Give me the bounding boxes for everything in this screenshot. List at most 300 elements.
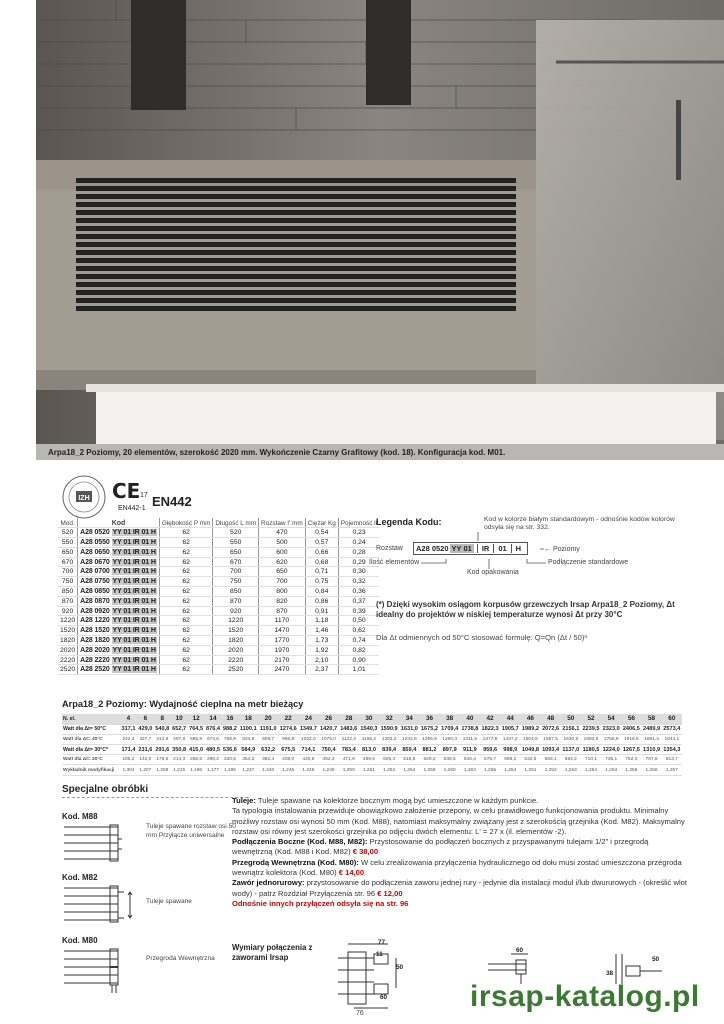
perf-row-label: Watt dla Δt= 20°C xyxy=(62,755,120,765)
code-model: A28 2520 xyxy=(80,666,110,674)
perf-cell: 1540,3 xyxy=(359,724,379,734)
perf-cell: 1310,9 xyxy=(641,745,661,755)
perf-cell: 834,8 xyxy=(238,734,258,744)
perf-cell: 998,9 xyxy=(500,745,520,755)
perf-cell: 1311,6 xyxy=(460,734,480,744)
special-p2: Ta typologia instalowania przewiduje obowiązkowo założenie przepony, w celu prawidłowego funkcjonowania produktu. Minimalny możliwy rozstaw osi wynosi 50 mm (Kod. M88), natomiast maksymalny związany jest z szerokością grzejnika (Kod. M82). Maksymalny rozstaw osi równy jest szerokości grzejnika po odjęciu dwóch elementu: L' = 27 x (il. elementów -2). xyxy=(232,806,685,836)
perf-cell: 1093,4 xyxy=(541,745,561,755)
perf-cell: 965,8 xyxy=(278,734,298,744)
spec-cell-l: 850 xyxy=(213,587,259,597)
perf-cell: 1180,5 xyxy=(581,745,601,755)
code-model: A28 1520 xyxy=(80,627,110,635)
dim-38: 38 xyxy=(606,970,614,977)
perf-cell: 1224,0 xyxy=(601,745,621,755)
perf-cell: 1989,2 xyxy=(520,724,540,734)
code-rest: YY 01 IR 01 H xyxy=(112,578,156,586)
perf-row-label: Wykładnik modyfikacji xyxy=(62,765,120,775)
spec-cell-lt: 0,32 xyxy=(338,577,379,587)
poziomy-label: Poziomy xyxy=(552,546,580,553)
perf-cell: 1905,7 xyxy=(500,724,520,734)
perf-cell: 632,2 xyxy=(258,745,278,755)
spec-code xyxy=(78,665,160,675)
spec-cell-l: 1820 xyxy=(213,636,259,646)
perf-cell: 497,8 xyxy=(171,734,188,744)
code-model: A28 0520 xyxy=(80,529,110,537)
spec-cell-mod: 850 xyxy=(58,587,78,597)
perf-col-n: 60 xyxy=(662,714,682,724)
perf-header-label: N. el. xyxy=(62,714,120,724)
perf-cell: 1709,4 xyxy=(440,724,460,734)
perf-col-n: 58 xyxy=(641,714,661,724)
spec-cell-p: 62 xyxy=(159,587,213,597)
perf-col-n: 10 xyxy=(171,714,188,724)
m88-label: Kod. M88 xyxy=(62,812,98,821)
spec-cell-mod: 750 xyxy=(58,577,78,587)
legend-opakowanie: Kod opakowania xyxy=(467,569,519,576)
perf-col-n: 6 xyxy=(137,714,154,724)
perf-cell: 540,8 xyxy=(154,724,171,734)
perf-cell: 1631,0 xyxy=(399,724,419,734)
perf-cell: 911,9 xyxy=(460,745,480,755)
perf-cell: 598,2 xyxy=(500,755,520,765)
spec-cell-kg: 1,73 xyxy=(305,636,338,646)
spec-cell-p: 62 xyxy=(159,626,213,636)
dim-50b: 50 xyxy=(652,956,660,963)
code-rest: YY 01 IR 01 H xyxy=(112,636,156,644)
special-p6: Odnośnie innych przyłączeń odsyła się na str. 96 xyxy=(232,898,409,908)
spec-code xyxy=(78,577,160,587)
seal-text: IZH xyxy=(78,495,90,502)
perf-cell: 1,257 xyxy=(662,765,682,775)
spec-cell-l: 750 xyxy=(213,577,259,587)
spec-row xyxy=(58,606,379,616)
photo-caption: Arpa18_2 Poziomy, 20 elementów, szerokość 2020 mm. Wykończenie Czarny Grafitowy (kod. 18). Konfiguracja kod. M01. xyxy=(36,444,724,460)
spec-cell-lt: 0,62 xyxy=(338,626,379,636)
perf-cell: 1,253 xyxy=(561,765,581,775)
m82-description: Tuleje spawane xyxy=(146,898,192,905)
spec-cell-l: 2220 xyxy=(213,655,259,665)
code-rest: YY 01 IR 01 H xyxy=(112,568,156,576)
p1-text: Tuleje spawane na kolektorze bocznym mogą być umieszczone w każdym punkcie. xyxy=(255,796,539,805)
perf-cell: 242,4 xyxy=(120,734,137,744)
th-mod: Mod. xyxy=(58,518,78,528)
code-rest: YY 01 IR 01 H xyxy=(112,646,156,654)
code-rest: YY 01 IR 01 H xyxy=(112,617,156,625)
code-rest: YY 01 IR 01 H xyxy=(112,627,156,635)
spec-cell-lt: 0,50 xyxy=(338,616,379,626)
spec-cell-mod: 650 xyxy=(58,547,78,557)
perf-cell: 1567,5 xyxy=(541,734,561,744)
dim-77: 77 xyxy=(378,939,386,946)
perf-cell: 489,6 xyxy=(359,755,379,765)
perf-row xyxy=(62,734,682,744)
perf-cell: 1,255 xyxy=(621,765,641,775)
spec-cell-kg: 0,86 xyxy=(305,596,338,606)
spec-cell-l: 520 xyxy=(213,528,259,538)
legend-ilosc: Ilość elementów xyxy=(369,559,420,566)
perf-cell: 897,9 xyxy=(440,745,460,755)
perf-cell: 1,304 xyxy=(120,765,137,775)
perf-cell: 1881,4 xyxy=(641,734,661,744)
perf-cell: 214,3 xyxy=(171,755,188,765)
perf-col-n: 26 xyxy=(318,714,338,724)
code-part-h: H xyxy=(511,544,525,553)
th-ciezar: Ciężar Kg xyxy=(305,518,338,528)
perf-cell: 813,7 xyxy=(662,755,682,765)
spec-cell-mod: 700 xyxy=(58,567,78,577)
perf-cell: 1504,6 xyxy=(520,734,540,744)
dim-50: 50 xyxy=(396,964,404,971)
m82-diagram-icon xyxy=(62,884,142,928)
perf-cell: 429,0 xyxy=(137,724,154,734)
perf-cell: 988,2 xyxy=(221,724,238,734)
perf-cell: 1122,4 xyxy=(339,734,359,744)
perf-cell: 813,0 xyxy=(359,745,379,755)
perf-cell: 178,6 xyxy=(154,755,171,765)
spec-cell-p: 62 xyxy=(159,577,213,587)
spec-cell-l: 2020 xyxy=(213,645,259,655)
spec-cell-lt: 0,37 xyxy=(338,596,379,606)
legend-rozstaw: Rozstaw xyxy=(376,545,403,552)
perf-cell: 1483,6 xyxy=(339,724,359,734)
spec-cell-p: 62 xyxy=(159,665,213,675)
code-part-color: YY 01 xyxy=(451,544,472,553)
p3-text: Przystosowanie do podłączeń bocznych z przyspawanymi tulejami 1/2" i przegrodą wewnętrzną (Kod. M88 i Kod. M82) xyxy=(232,837,649,857)
code-rest: YY 01 IR 01 H xyxy=(112,607,156,615)
spec-code xyxy=(78,567,160,577)
spec-cell-i: 870 xyxy=(259,606,306,616)
spec-cell-i: 620 xyxy=(259,557,306,567)
spec-cell-kg: 0,71 xyxy=(305,567,338,577)
perf-cell: 839,4 xyxy=(379,745,399,755)
code-rest: YY 01 IR 01 H xyxy=(112,656,156,664)
perf-cell: 142,0 xyxy=(137,755,154,765)
spec-cell-l: 1220 xyxy=(213,616,259,626)
perf-cell: 1,251 xyxy=(520,765,540,775)
spec-cell-kg: 0,91 xyxy=(305,606,338,616)
perf-cell: 1,237 xyxy=(238,765,258,775)
spec-cell-mod: 520 xyxy=(58,528,78,538)
code-rest: YY 01 IR 01 H xyxy=(112,548,156,556)
perf-cell: 675,5 xyxy=(278,745,298,755)
perf-cell: 787,8 xyxy=(641,755,661,765)
spec-cell-i: 1170 xyxy=(259,616,306,626)
spec-cell-i: 500 xyxy=(259,538,306,548)
perf-col-n: 40 xyxy=(460,714,480,724)
perf-col-n: 12 xyxy=(188,714,205,724)
perf-cell: 674,6 xyxy=(205,734,222,744)
perf-cell: 2156,1 xyxy=(561,724,581,734)
special-p5 xyxy=(232,878,688,899)
spec-code xyxy=(78,636,160,646)
spec-code xyxy=(78,655,160,665)
m82-label: Kod. M82 xyxy=(62,873,98,882)
spec-code xyxy=(78,616,160,626)
spec-row xyxy=(58,596,379,606)
special-title: Specjalne obróbki xyxy=(62,784,149,795)
spec-cell-kg: 0,68 xyxy=(305,557,338,567)
spec-cell-kg: 1,18 xyxy=(305,616,338,626)
spec-cell-lt: 0,30 xyxy=(338,567,379,577)
perf-col-n: 18 xyxy=(238,714,258,724)
perf-cell: 1,177 xyxy=(205,765,222,775)
legend-podlaczenie: Podłączenie standardowe xyxy=(548,559,629,566)
spec-table xyxy=(58,518,379,675)
perf-cell: 1,209 xyxy=(154,765,171,775)
spec-cell-l: 700 xyxy=(213,567,259,577)
spec-code xyxy=(78,557,160,567)
perf-cell: 536,6 xyxy=(221,745,238,755)
perf-cell: 1822,3 xyxy=(480,724,500,734)
perf-cell: 1,254 xyxy=(399,765,419,775)
perf-col-n: 44 xyxy=(500,714,520,724)
spec-cell-kg: 2,37 xyxy=(305,665,338,675)
perf-row xyxy=(62,745,682,755)
perf-cell: 1944,1 xyxy=(662,734,682,744)
perf-cell: 783,4 xyxy=(339,745,359,755)
legend-title: Legenda Kodu: xyxy=(376,517,442,527)
perf-cell: 959,6 xyxy=(480,745,500,755)
spec-cell-i: 700 xyxy=(259,577,306,587)
perf-cell: 1420,7 xyxy=(318,724,338,734)
spec-cell-i: 1970 xyxy=(259,645,306,655)
product-photo xyxy=(36,0,724,444)
perf-cell: 1349,7 xyxy=(298,724,318,734)
perf-cell: 576,7 xyxy=(480,755,500,765)
perf-cell: 546,4 xyxy=(460,755,480,765)
perf-cell: 758,9 xyxy=(221,734,238,744)
perf-cell: 1,251 xyxy=(359,765,379,775)
spec-cell-i: 2170 xyxy=(259,655,306,665)
perf-cell: 1,249 xyxy=(318,765,338,775)
spec-cell-i: 470 xyxy=(259,528,306,538)
perf-cell: 658,1 xyxy=(541,755,561,765)
perf-row xyxy=(62,755,682,765)
perf-cell: 881,2 xyxy=(419,745,439,755)
connection-dimension-icon xyxy=(334,940,414,1012)
perf-cell: 255,5 xyxy=(188,755,205,765)
perf-cell: 327,7 xyxy=(137,734,154,744)
perf-cell: 876,4 xyxy=(205,724,222,734)
legend-formula: Dla Δt odmiennych od 50°C stosować formułę: Q=Qn (Δt / 50)ⁿ xyxy=(376,633,588,642)
spec-cell-i: 600 xyxy=(259,547,306,557)
perf-cell: 430,8 xyxy=(298,755,318,765)
perf-cell: 1100,1 xyxy=(238,724,258,734)
spec-cell-p: 62 xyxy=(159,606,213,616)
code-rest: YY 01 IR 01 H xyxy=(112,597,156,605)
perf-row-label: Watt dla Δt= 40°C xyxy=(62,734,120,744)
code-model: A28 1220 xyxy=(80,617,110,625)
page-number: 76 xyxy=(356,1010,364,1017)
spec-cell-lt: 0,82 xyxy=(338,645,379,655)
perf-cell: 632,5 xyxy=(520,755,540,765)
th-kod: Kod xyxy=(78,518,160,528)
spec-code xyxy=(78,528,160,538)
spec-cell-kg: 0,75 xyxy=(305,577,338,587)
th-glebokosc: Głębokość P mm xyxy=(159,518,213,528)
special-text xyxy=(232,796,688,909)
perf-cell: 1738,8 xyxy=(460,724,480,734)
perf-cell: 2406,5 xyxy=(621,724,641,734)
perf-cell: 516,8 xyxy=(399,755,419,765)
code-model: A28 2220 xyxy=(80,656,110,664)
perf-cell: 1075,0 xyxy=(318,734,338,744)
spec-cell-p: 62 xyxy=(159,547,213,557)
perf-cell: 1377,6 xyxy=(480,734,500,744)
spec-cell-p: 62 xyxy=(159,655,213,665)
code-model: A28 0550 xyxy=(80,538,110,546)
spec-cell-mod: 1520 xyxy=(58,626,78,636)
perf-cell: 1022,0 xyxy=(298,734,318,744)
spec-row xyxy=(58,547,379,557)
perf-cell: 1354,3 xyxy=(662,745,682,755)
perf-cell: 1,254 xyxy=(601,765,621,775)
perf-cell: 1232,8 xyxy=(399,734,419,744)
m80-description: Przegroda Wewnętrzna xyxy=(146,955,215,962)
perf-col-n: 42 xyxy=(480,714,500,724)
perf-col-n: 22 xyxy=(278,714,298,724)
spec-cell-i: 1770 xyxy=(259,636,306,646)
perf-cell: 1,250 xyxy=(339,765,359,775)
code-part-packaging: 01 xyxy=(493,544,510,553)
perf-cell: 1191,0 xyxy=(258,724,278,734)
spec-cell-p: 62 xyxy=(159,636,213,646)
perf-cell: 1,252 xyxy=(379,765,399,775)
watermark: irsap-katalog.pl xyxy=(470,980,700,1013)
perf-cell: 1818,6 xyxy=(621,734,641,744)
perf-cell: 330,5 xyxy=(221,755,238,765)
perf-col-n: 52 xyxy=(581,714,601,724)
perf-cell: 1,246 xyxy=(298,765,318,775)
perf-cell: 764,5 xyxy=(188,724,205,734)
en442-text: EN442 xyxy=(152,494,192,509)
spec-cell-p: 62 xyxy=(159,538,213,548)
perf-cell: 1,254 xyxy=(581,765,601,775)
spec-row xyxy=(58,645,379,655)
perf-cell: 231,6 xyxy=(137,745,154,755)
perf-cell: 1265,9 xyxy=(419,734,439,744)
code-model: A28 2020 xyxy=(80,646,110,654)
code-rest: YY 01 IR 01 H xyxy=(112,587,156,595)
spec-cell-p: 62 xyxy=(159,528,213,538)
spec-cell-kg: 0,66 xyxy=(305,547,338,557)
perf-row xyxy=(62,765,682,775)
perf-cell: 317,1 xyxy=(120,724,137,734)
perf-title: Arpa18_2 Poziomy: Wydajność cieplna na metr bieżący xyxy=(62,699,304,709)
perf-cell: 1,256 xyxy=(641,765,661,775)
perf-cell: 1437,2 xyxy=(500,734,520,744)
perf-col-n: 50 xyxy=(561,714,581,724)
spec-cell-l: 870 xyxy=(213,596,259,606)
spec-row xyxy=(58,538,379,548)
performance-table xyxy=(62,714,682,776)
bathroom-photo-illustration xyxy=(36,0,724,444)
spec-cell-mod: 2220 xyxy=(58,655,78,665)
perf-cell: 2239,5 xyxy=(581,724,601,734)
perf-cell: 1,245 xyxy=(278,765,298,775)
spec-row xyxy=(58,587,379,597)
p5-text: przystosowanie do podłączenia zaworu jednej rury - jedynie dla instalacji modul i/lub dwururowych - (określić wlot wody) - patrz Rozdział Przyłączenia str. 96 xyxy=(232,878,687,898)
perf-cell: 2323,0 xyxy=(601,724,621,734)
code-part-model: A28 0520 xyxy=(416,544,449,553)
en442-subtitle: EN442-1 xyxy=(118,505,146,512)
spec-cell-mod: 670 xyxy=(58,557,78,567)
spec-body xyxy=(58,528,379,675)
spec-cell-l: 1520 xyxy=(213,626,259,636)
code-part-ir: IR xyxy=(477,544,494,553)
perf-cell: 1165,2 xyxy=(359,734,379,744)
th-dlugosc: Długość L mm xyxy=(213,518,259,528)
p3-price: € 38,00 xyxy=(352,847,379,857)
perf-cell: 1,256 xyxy=(480,765,500,775)
perf-cell: 350,8 xyxy=(171,745,188,755)
spec-cell-kg: 0,84 xyxy=(305,587,338,597)
code-model: A28 0700 xyxy=(80,568,110,576)
perf-cell: 105,2 xyxy=(120,755,137,765)
perf-cell: 1290,3 xyxy=(440,734,460,744)
spec-cell-l: 650 xyxy=(213,547,259,557)
code-rest: YY 01 IR 01 H xyxy=(112,666,156,674)
spec-row xyxy=(58,655,379,665)
p3-bold: Podłączenia Boczne (Kod. M88, M82): xyxy=(232,837,368,847)
perf-cell: 298,2 xyxy=(205,755,222,765)
spec-cell-i: 2470 xyxy=(259,665,306,675)
spec-code xyxy=(78,626,160,636)
perf-col-n: 4 xyxy=(120,714,137,724)
perf-cell: 291,6 xyxy=(154,745,171,755)
th-pojemnosc: Pojemność lt xyxy=(338,518,379,528)
perf-cell: 1,207 xyxy=(137,765,154,775)
perf-col-n: 56 xyxy=(621,714,641,724)
perf-cell: 480,5 xyxy=(205,745,222,755)
spec-cell-mod: 870 xyxy=(58,596,78,606)
m88-description: Tuleje spawane rozstaw osi 50 mm Przyłącze uniwersalne xyxy=(146,823,236,839)
legend-note-bold: (*) Dzięki wysokim osiągom korpusów grzewczych Irsap Arpa18_2 Poziomy, Δt idealny do projektów w niskiej temperaturze wynosi Δt przy 30°C xyxy=(376,600,675,620)
perf-cell: 684,2 xyxy=(561,755,581,765)
perf-cell: 1,263 xyxy=(460,765,480,775)
p5-price: € 12,00 xyxy=(377,888,403,898)
perf-cell: 909,7 xyxy=(258,734,278,744)
spec-cell-kg: 1,92 xyxy=(305,645,338,655)
p4-bold: Przegrodą Wewnętrzna (Kod. M80): xyxy=(232,857,359,867)
perf-cell: 1,215 xyxy=(171,765,188,775)
dim-60b: 60 xyxy=(516,947,524,954)
spec-cell-kg: 2,10 xyxy=(305,655,338,665)
code-model: A28 1820 xyxy=(80,636,110,644)
code-model: A28 0920 xyxy=(80,607,110,615)
legend-note-top: Kod w kolorze białym standardowym - odnośnie kodów kolorów odsyła się na str. 332. xyxy=(484,516,675,532)
perf-row-label: Watt dla Δt= 30°C* xyxy=(62,745,120,755)
perf-cell: 1630,5 xyxy=(561,734,581,744)
spec-cell-lt: 0,23 xyxy=(338,528,379,538)
perf-col-n: 38 xyxy=(440,714,460,724)
spec-cell-lt: 1,01 xyxy=(338,665,379,675)
spec-code xyxy=(78,645,160,655)
spec-cell-p: 62 xyxy=(159,596,213,606)
special-p3 xyxy=(232,837,688,858)
perf-col-n: 34 xyxy=(399,714,419,724)
perf-cell: 859,4 xyxy=(399,745,419,755)
perf-cell: 762,0 xyxy=(621,755,641,765)
en442-badge xyxy=(152,494,192,509)
spec-cell-i: 800 xyxy=(259,587,306,597)
legend-poziomy: ← Poziomy xyxy=(544,546,580,553)
code-model: A28 0650 xyxy=(80,548,110,556)
perf-row xyxy=(62,724,682,734)
perf-col-n: 14 xyxy=(205,714,222,724)
perf-col-n: 8 xyxy=(154,714,171,724)
spec-code xyxy=(78,596,160,606)
